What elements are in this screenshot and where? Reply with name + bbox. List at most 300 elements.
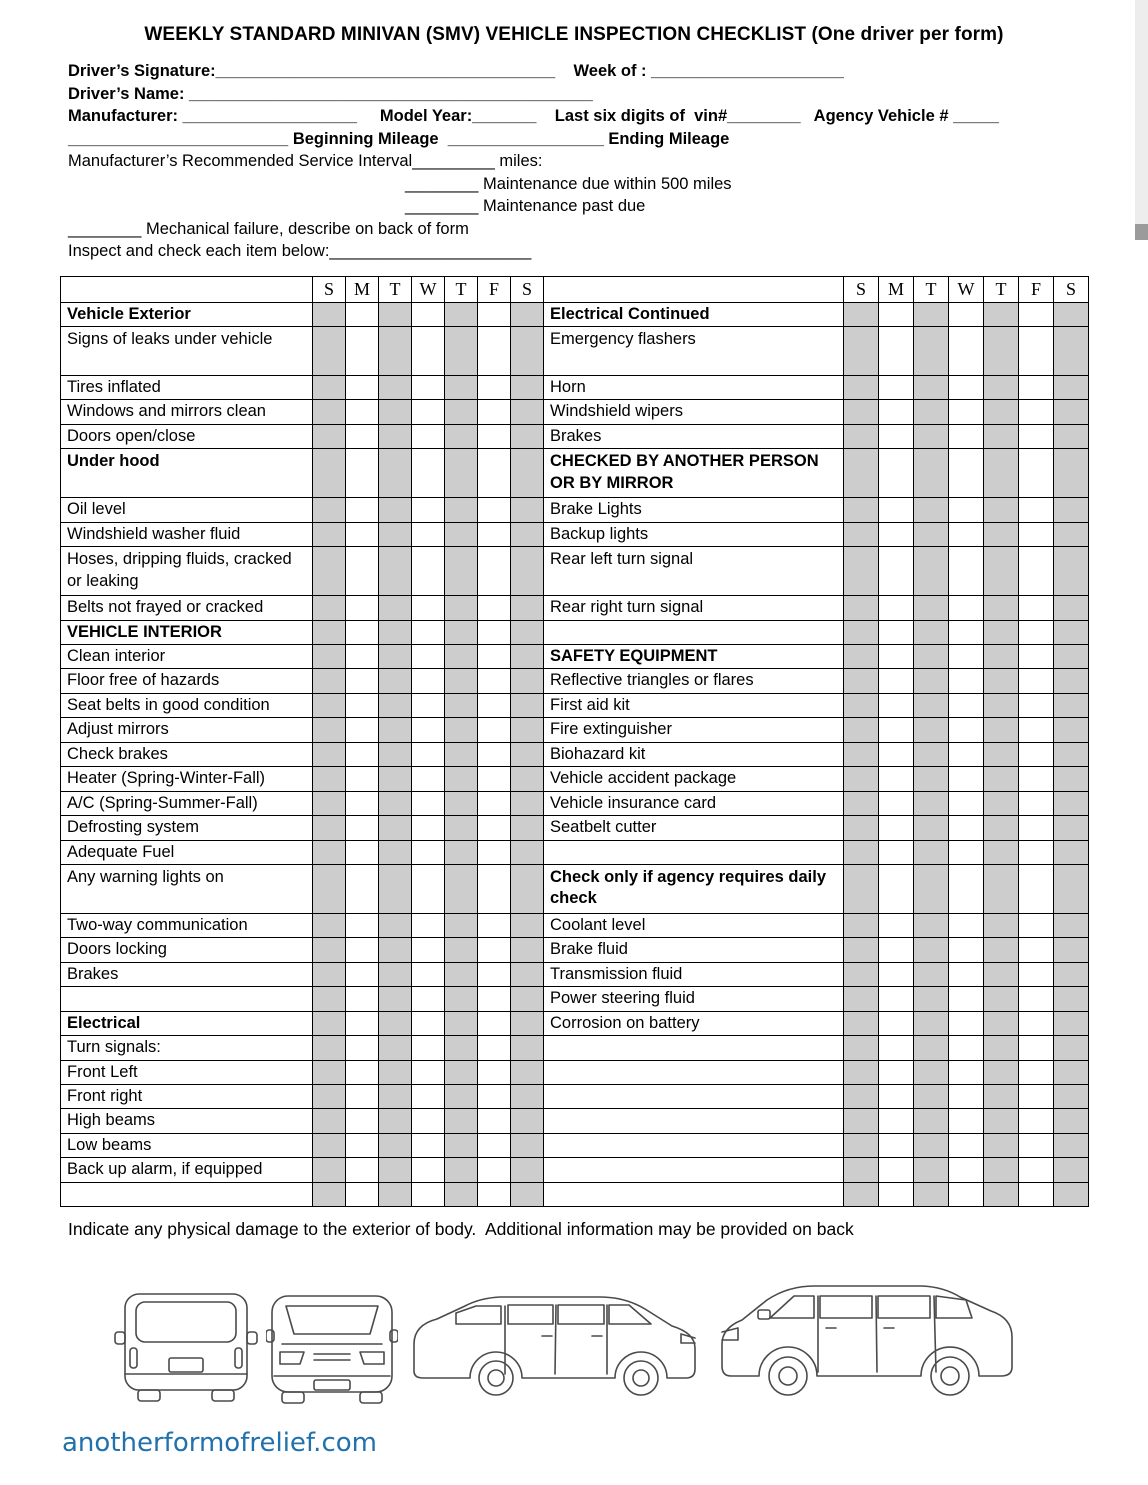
checklist-table-body bbox=[61, 276, 1089, 1206]
day-checkbox-cell bbox=[914, 1182, 949, 1206]
day-checkbox-cell bbox=[879, 938, 914, 962]
day-checkbox-cell bbox=[412, 620, 445, 644]
day-checkbox-cell bbox=[1019, 522, 1054, 546]
item-label: Brakes bbox=[544, 424, 844, 448]
day-checkbox-cell bbox=[949, 1060, 984, 1084]
day-header: T bbox=[379, 276, 412, 302]
day-checkbox-cell bbox=[478, 1036, 511, 1060]
day-checkbox-cell bbox=[984, 913, 1019, 937]
day-checkbox-cell bbox=[914, 302, 949, 326]
day-checkbox-cell bbox=[379, 816, 412, 840]
van-side-view-drawing bbox=[404, 1280, 704, 1406]
checklist-row bbox=[61, 987, 1089, 1011]
day-checkbox-cell bbox=[984, 864, 1019, 913]
day-checkbox-cell bbox=[949, 913, 984, 937]
day-checkbox-cell bbox=[984, 620, 1019, 644]
day-checkbox-cell bbox=[984, 1109, 1019, 1133]
day-checkbox-cell bbox=[412, 791, 445, 815]
item-label: Windows and mirrors clean bbox=[61, 400, 313, 424]
day-checkbox-cell bbox=[346, 669, 379, 693]
day-checkbox-cell bbox=[949, 791, 984, 815]
day-checkbox-cell bbox=[313, 913, 346, 937]
day-checkbox-cell bbox=[1054, 913, 1089, 937]
day-checkbox-cell bbox=[844, 669, 879, 693]
day-checkbox-cell bbox=[346, 1060, 379, 1084]
item-label: Brakes bbox=[61, 962, 313, 986]
day-checkbox-cell bbox=[379, 962, 412, 986]
day-checkbox-cell bbox=[313, 449, 346, 498]
day-checkbox-cell bbox=[949, 767, 984, 791]
day-checkbox-cell bbox=[478, 596, 511, 620]
item-label bbox=[544, 1133, 844, 1157]
day-checkbox-cell bbox=[445, 645, 478, 669]
day-checkbox-cell bbox=[478, 791, 511, 815]
item-label: Oil level bbox=[61, 498, 313, 522]
day-checkbox-cell bbox=[984, 962, 1019, 986]
item-label: Clean interior bbox=[61, 645, 313, 669]
day-checkbox-cell bbox=[511, 938, 544, 962]
day-checkbox-cell bbox=[445, 1182, 478, 1206]
item-label bbox=[544, 1109, 844, 1133]
day-checkbox-cell bbox=[379, 1158, 412, 1182]
item-label: Doors open/close bbox=[61, 424, 313, 448]
day-checkbox-cell bbox=[478, 1060, 511, 1084]
day-checkbox-cell bbox=[984, 1133, 1019, 1157]
day-checkbox-cell bbox=[511, 1060, 544, 1084]
day-checkbox-cell bbox=[949, 498, 984, 522]
day-checkbox-cell bbox=[1019, 913, 1054, 937]
day-header: W bbox=[412, 276, 445, 302]
day-header: M bbox=[879, 276, 914, 302]
day-checkbox-cell bbox=[1054, 987, 1089, 1011]
day-checkbox-cell bbox=[511, 767, 544, 791]
day-checkbox-cell bbox=[844, 1060, 879, 1084]
day-checkbox-cell bbox=[412, 669, 445, 693]
day-checkbox-cell bbox=[879, 498, 914, 522]
day-checkbox-cell bbox=[511, 913, 544, 937]
day-checkbox-cell bbox=[379, 596, 412, 620]
day-checkbox-cell bbox=[949, 840, 984, 864]
day-checkbox-cell bbox=[1019, 302, 1054, 326]
day-checkbox-cell bbox=[346, 840, 379, 864]
day-checkbox-cell bbox=[313, 498, 346, 522]
item-label bbox=[544, 1036, 844, 1060]
day-checkbox-cell bbox=[984, 547, 1019, 596]
day-checkbox-cell bbox=[511, 1109, 544, 1133]
day-checkbox-cell bbox=[313, 938, 346, 962]
line-maintenance-past-due: ________ Maintenance past due bbox=[405, 197, 646, 215]
day-checkbox-cell bbox=[1054, 1011, 1089, 1035]
day-checkbox-cell bbox=[445, 1011, 478, 1035]
day-checkbox-cell bbox=[412, 1158, 445, 1182]
van-rear-view-drawing bbox=[112, 1288, 260, 1406]
item-label: Low beams bbox=[61, 1133, 313, 1157]
checklist-row bbox=[61, 547, 1089, 596]
day-checkbox-cell bbox=[879, 864, 914, 913]
day-checkbox-cell bbox=[844, 1158, 879, 1182]
day-checkbox-cell bbox=[1054, 596, 1089, 620]
day-header: S bbox=[844, 276, 879, 302]
day-checkbox-cell bbox=[478, 718, 511, 742]
checklist-row bbox=[61, 1133, 1089, 1157]
day-checkbox-cell bbox=[949, 987, 984, 1011]
day-checkbox-cell bbox=[984, 424, 1019, 448]
day-checkbox-cell bbox=[844, 424, 879, 448]
item-label: Vehicle accident package bbox=[544, 767, 844, 791]
item-label: Floor free of hazards bbox=[61, 669, 313, 693]
day-checkbox-cell bbox=[313, 791, 346, 815]
day-checkbox-cell bbox=[844, 816, 879, 840]
item-label: Horn bbox=[544, 375, 844, 399]
day-checkbox-cell bbox=[346, 1011, 379, 1035]
day-checkbox-cell bbox=[445, 449, 478, 498]
day-checkbox-cell bbox=[984, 1036, 1019, 1060]
day-checkbox-cell bbox=[1019, 987, 1054, 1011]
day-checkbox-cell bbox=[949, 718, 984, 742]
day-checkbox-cell bbox=[844, 375, 879, 399]
day-checkbox-cell bbox=[445, 693, 478, 717]
day-checkbox-cell bbox=[313, 693, 346, 717]
day-checkbox-cell bbox=[445, 1133, 478, 1157]
day-checkbox-cell bbox=[511, 1085, 544, 1109]
day-checkbox-cell bbox=[984, 375, 1019, 399]
day-checkbox-cell bbox=[412, 1085, 445, 1109]
day-checkbox-cell bbox=[511, 693, 544, 717]
day-checkbox-cell bbox=[844, 620, 879, 644]
day-checkbox-cell bbox=[379, 424, 412, 448]
day-checkbox-cell bbox=[844, 645, 879, 669]
day-checkbox-cell bbox=[511, 962, 544, 986]
day-checkbox-cell bbox=[478, 302, 511, 326]
item-label bbox=[544, 1158, 844, 1182]
item-label: Reflective triangles or flares bbox=[544, 669, 844, 693]
day-checkbox-cell bbox=[313, 302, 346, 326]
day-checkbox-cell bbox=[379, 693, 412, 717]
day-checkbox-cell bbox=[914, 791, 949, 815]
day-checkbox-cell bbox=[879, 596, 914, 620]
day-checkbox-cell bbox=[844, 742, 879, 766]
day-checkbox-cell bbox=[313, 816, 346, 840]
day-checkbox-cell bbox=[511, 449, 544, 498]
day-checkbox-cell bbox=[511, 1182, 544, 1206]
day-checkbox-cell bbox=[346, 449, 379, 498]
day-checkbox-cell bbox=[412, 547, 445, 596]
day-checkbox-cell bbox=[412, 375, 445, 399]
day-checkbox-cell bbox=[478, 400, 511, 424]
day-checkbox-cell bbox=[445, 1109, 478, 1133]
day-checkbox-cell bbox=[346, 718, 379, 742]
checklist-table bbox=[60, 276, 1089, 1207]
line-driver-name: Driver’s Name: ____________________________________________ bbox=[68, 84, 593, 103]
day-checkbox-cell bbox=[1054, 1085, 1089, 1109]
day-checkbox-cell bbox=[379, 864, 412, 913]
day-checkbox-cell bbox=[984, 987, 1019, 1011]
item-label: Defrosting system bbox=[61, 816, 313, 840]
day-header: T bbox=[914, 276, 949, 302]
day-checkbox-cell bbox=[313, 326, 346, 375]
day-checkbox-cell bbox=[949, 645, 984, 669]
day-checkbox-cell bbox=[949, 864, 984, 913]
day-checkbox-cell bbox=[879, 1011, 914, 1035]
day-checkbox-cell bbox=[1054, 962, 1089, 986]
day-checkbox-cell bbox=[412, 718, 445, 742]
day-checkbox-cell bbox=[511, 742, 544, 766]
day-checkbox-cell bbox=[412, 400, 445, 424]
day-checkbox-cell bbox=[379, 400, 412, 424]
day-checkbox-cell bbox=[379, 620, 412, 644]
checklist-row bbox=[61, 913, 1089, 937]
day-checkbox-cell bbox=[1054, 424, 1089, 448]
day-checkbox-cell bbox=[844, 1011, 879, 1035]
day-checkbox-cell bbox=[511, 1133, 544, 1157]
day-checkbox-cell bbox=[445, 522, 478, 546]
line-signature-week-of: Driver’s Signature:_____________________________________ Week of : _____________________ bbox=[68, 62, 844, 80]
day-checkbox-cell bbox=[914, 645, 949, 669]
day-checkbox-cell bbox=[984, 767, 1019, 791]
day-checkbox-cell bbox=[879, 669, 914, 693]
checklist-row bbox=[61, 864, 1089, 913]
checklist-row bbox=[61, 1011, 1089, 1035]
item-label: Under hood bbox=[61, 449, 313, 498]
day-checkbox-cell bbox=[1054, 938, 1089, 962]
day-checkbox-cell bbox=[412, 987, 445, 1011]
day-checkbox-cell bbox=[914, 596, 949, 620]
day-checkbox-cell bbox=[914, 962, 949, 986]
item-label: Back up alarm, if equipped bbox=[61, 1158, 313, 1182]
day-checkbox-cell bbox=[511, 864, 544, 913]
day-checkbox-cell bbox=[379, 645, 412, 669]
day-checkbox-cell bbox=[511, 302, 544, 326]
day-checkbox-cell bbox=[1019, 424, 1054, 448]
day-checkbox-cell bbox=[1019, 326, 1054, 375]
day-checkbox-cell bbox=[844, 962, 879, 986]
day-checkbox-cell bbox=[379, 767, 412, 791]
day-checkbox-cell bbox=[445, 742, 478, 766]
day-checkbox-cell bbox=[313, 742, 346, 766]
item-label bbox=[61, 1182, 313, 1206]
day-checkbox-cell bbox=[1019, 1036, 1054, 1060]
day-checkbox-cell bbox=[1054, 718, 1089, 742]
day-checkbox-cell bbox=[879, 791, 914, 815]
day-checkbox-cell bbox=[1019, 620, 1054, 644]
checklist-row bbox=[61, 400, 1089, 424]
day-header-row bbox=[61, 276, 1089, 302]
day-checkbox-cell bbox=[313, 522, 346, 546]
day-checkbox-cell bbox=[445, 596, 478, 620]
day-checkbox-cell bbox=[1019, 1060, 1054, 1084]
day-checkbox-cell bbox=[949, 962, 984, 986]
checklist-row bbox=[61, 424, 1089, 448]
day-checkbox-cell bbox=[346, 375, 379, 399]
day-checkbox-cell bbox=[313, 1085, 346, 1109]
day-checkbox-cell bbox=[879, 718, 914, 742]
day-checkbox-cell bbox=[511, 645, 544, 669]
day-checkbox-cell bbox=[844, 767, 879, 791]
day-checkbox-cell bbox=[914, 522, 949, 546]
day-checkbox-cell bbox=[346, 938, 379, 962]
day-checkbox-cell bbox=[914, 620, 949, 644]
item-label: Seatbelt cutter bbox=[544, 816, 844, 840]
day-checkbox-cell bbox=[511, 1158, 544, 1182]
item-label: Electrical Continued bbox=[544, 302, 844, 326]
day-checkbox-cell bbox=[346, 1085, 379, 1109]
day-checkbox-cell bbox=[511, 596, 544, 620]
item-label: Heater (Spring-Winter-Fall) bbox=[61, 767, 313, 791]
day-checkbox-cell bbox=[478, 522, 511, 546]
checklist-row bbox=[61, 767, 1089, 791]
day-checkbox-cell bbox=[313, 424, 346, 448]
item-label: A/C (Spring-Summer-Fall) bbox=[61, 791, 313, 815]
day-checkbox-cell bbox=[844, 547, 879, 596]
day-checkbox-cell bbox=[984, 1085, 1019, 1109]
day-checkbox-cell bbox=[984, 1060, 1019, 1084]
day-checkbox-cell bbox=[949, 1011, 984, 1035]
day-checkbox-cell bbox=[1019, 669, 1054, 693]
day-checkbox-cell bbox=[379, 1109, 412, 1133]
day-checkbox-cell bbox=[412, 913, 445, 937]
day-checkbox-cell bbox=[879, 693, 914, 717]
day-checkbox-cell bbox=[879, 522, 914, 546]
day-checkbox-cell bbox=[1054, 498, 1089, 522]
checklist-row bbox=[61, 522, 1089, 546]
day-checkbox-cell bbox=[346, 693, 379, 717]
day-checkbox-cell bbox=[511, 620, 544, 644]
checklist-row bbox=[61, 840, 1089, 864]
day-checkbox-cell bbox=[346, 767, 379, 791]
item-label: Transmission fluid bbox=[544, 962, 844, 986]
day-checkbox-cell bbox=[1019, 816, 1054, 840]
day-checkbox-cell bbox=[379, 742, 412, 766]
day-checkbox-cell bbox=[511, 987, 544, 1011]
day-checkbox-cell bbox=[949, 424, 984, 448]
day-checkbox-cell bbox=[478, 547, 511, 596]
day-checkbox-cell bbox=[1019, 1158, 1054, 1182]
day-checkbox-cell bbox=[879, 1182, 914, 1206]
day-header: F bbox=[1019, 276, 1054, 302]
day-checkbox-cell bbox=[478, 840, 511, 864]
checklist-row bbox=[61, 1060, 1089, 1084]
day-checkbox-cell bbox=[445, 1036, 478, 1060]
day-checkbox-cell bbox=[879, 1036, 914, 1060]
day-checkbox-cell bbox=[478, 424, 511, 448]
day-checkbox-cell bbox=[879, 840, 914, 864]
day-checkbox-cell bbox=[844, 693, 879, 717]
day-checkbox-cell bbox=[478, 1085, 511, 1109]
item-label: Signs of leaks under vehicle bbox=[61, 326, 313, 375]
day-checkbox-cell bbox=[379, 791, 412, 815]
day-checkbox-cell bbox=[914, 742, 949, 766]
day-checkbox-cell bbox=[412, 424, 445, 448]
day-checkbox-cell bbox=[313, 1109, 346, 1133]
day-checkbox-cell bbox=[1054, 742, 1089, 766]
day-checkbox-cell bbox=[914, 864, 949, 913]
day-checkbox-cell bbox=[949, 669, 984, 693]
item-label: High beams bbox=[61, 1109, 313, 1133]
day-checkbox-cell bbox=[511, 547, 544, 596]
day-checkbox-cell bbox=[445, 669, 478, 693]
checklist-row bbox=[61, 962, 1089, 986]
day-checkbox-cell bbox=[879, 449, 914, 498]
website-link[interactable]: anotherformofrelief.com bbox=[62, 1427, 377, 1458]
item-label bbox=[544, 1060, 844, 1084]
day-checkbox-cell bbox=[914, 1085, 949, 1109]
day-checkbox-cell bbox=[379, 938, 412, 962]
item-label: VEHICLE INTERIOR bbox=[61, 620, 313, 644]
day-checkbox-cell bbox=[949, 326, 984, 375]
day-checkbox-cell bbox=[879, 302, 914, 326]
day-checkbox-cell bbox=[379, 1036, 412, 1060]
page-title: WEEKLY STANDARD MINIVAN (SMV) VEHICLE INSPECTION CHECKLIST (One driver per form) bbox=[144, 24, 1004, 45]
item-label: Two-way communication bbox=[61, 913, 313, 937]
day-checkbox-cell bbox=[412, 1036, 445, 1060]
line-mileage: ________________________ Beginning Mileage _________________ Ending Mileage bbox=[68, 129, 730, 148]
day-checkbox-cell bbox=[914, 1060, 949, 1084]
day-checkbox-cell bbox=[379, 498, 412, 522]
day-checkbox-cell bbox=[313, 767, 346, 791]
day-checkbox-cell bbox=[478, 326, 511, 375]
day-checkbox-cell bbox=[313, 718, 346, 742]
item-label: Rear right turn signal bbox=[544, 596, 844, 620]
day-checkbox-cell bbox=[346, 1133, 379, 1157]
day-checkbox-cell bbox=[445, 375, 478, 399]
day-checkbox-cell bbox=[879, 620, 914, 644]
day-checkbox-cell bbox=[984, 718, 1019, 742]
day-checkbox-cell bbox=[984, 1182, 1019, 1206]
item-label bbox=[544, 840, 844, 864]
day-checkbox-cell bbox=[412, 938, 445, 962]
form-header bbox=[68, 60, 1092, 263]
day-checkbox-cell bbox=[914, 987, 949, 1011]
day-checkbox-cell bbox=[412, 1109, 445, 1133]
day-checkbox-cell bbox=[949, 693, 984, 717]
checklist-row bbox=[61, 498, 1089, 522]
day-checkbox-cell bbox=[445, 962, 478, 986]
day-header: S bbox=[511, 276, 544, 302]
day-checkbox-cell bbox=[412, 1060, 445, 1084]
day-checkbox-cell bbox=[511, 424, 544, 448]
day-checkbox-cell bbox=[412, 1011, 445, 1035]
day-checkbox-cell bbox=[346, 522, 379, 546]
day-checkbox-cell bbox=[914, 400, 949, 424]
vehicle-diagrams bbox=[0, 1266, 1148, 1406]
day-checkbox-cell bbox=[844, 326, 879, 375]
day-checkbox-cell bbox=[879, 375, 914, 399]
van-front-view-drawing bbox=[266, 1288, 398, 1406]
day-checkbox-cell bbox=[511, 375, 544, 399]
item-label: Power steering fluid bbox=[544, 987, 844, 1011]
day-checkbox-cell bbox=[313, 962, 346, 986]
day-checkbox-cell bbox=[478, 620, 511, 644]
day-checkbox-cell bbox=[984, 326, 1019, 375]
day-checkbox-cell bbox=[914, 449, 949, 498]
day-checkbox-cell bbox=[1054, 620, 1089, 644]
day-checkbox-cell bbox=[879, 400, 914, 424]
day-checkbox-cell bbox=[379, 1060, 412, 1084]
day-checkbox-cell bbox=[1054, 791, 1089, 815]
day-checkbox-cell bbox=[478, 498, 511, 522]
day-checkbox-cell bbox=[412, 522, 445, 546]
day-checkbox-cell bbox=[1019, 693, 1054, 717]
day-checkbox-cell bbox=[379, 718, 412, 742]
day-checkbox-cell bbox=[412, 840, 445, 864]
item-label bbox=[61, 987, 313, 1011]
day-checkbox-cell bbox=[984, 742, 1019, 766]
item-label: Vehicle Exterior bbox=[61, 302, 313, 326]
item-label: Vehicle insurance card bbox=[544, 791, 844, 815]
day-checkbox-cell bbox=[346, 1109, 379, 1133]
day-checkbox-cell bbox=[1054, 816, 1089, 840]
line-service-interval: Manufacturer’s Recommended Service Interval_________ miles: bbox=[68, 152, 543, 170]
